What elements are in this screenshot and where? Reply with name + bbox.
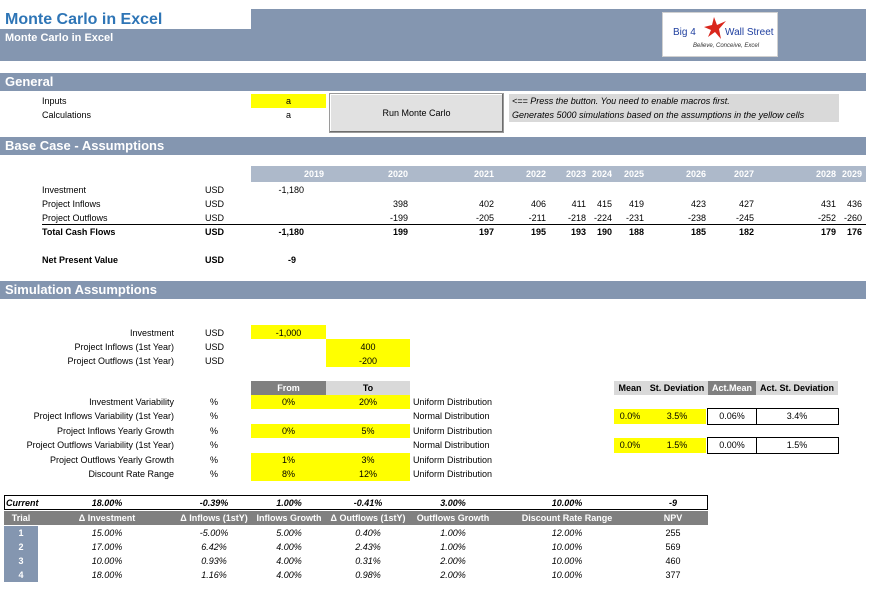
trial-value: 0.98% (355, 570, 381, 580)
year-header: 2028 (815, 169, 836, 179)
general-section-band (0, 73, 866, 91)
page-subtitle: Monte Carlo in Excel (5, 32, 114, 44)
base-row-value: 190 (596, 227, 612, 237)
base-row-unit: USD (205, 199, 225, 209)
base-row-value: 419 (628, 199, 644, 209)
logo-text-wallstreet: Wall Street (725, 27, 774, 38)
current-value: -0.41% (353, 498, 383, 508)
var-from: 1% (281, 455, 295, 465)
trial-value: 4.00% (276, 570, 302, 580)
trial-value: 4.00% (276, 556, 302, 566)
calculations-value: a (285, 110, 291, 120)
macro-note-line1: <== Press the button. You need to enable macros first. (512, 96, 730, 106)
trial-value: 15.00% (91, 528, 123, 538)
base-row-value: -205 (475, 213, 494, 223)
inflows-actmean: 0.06% (719, 411, 745, 421)
base-row-label: Project Inflows (42, 199, 101, 209)
sim-input-unit: USD (205, 356, 225, 366)
outflows-stdev: 1.5% (666, 440, 688, 450)
var-distribution: Uniform Distribution (413, 397, 493, 407)
current-value: 10.00% (551, 498, 583, 508)
year-header: 2024 (591, 169, 612, 179)
to-header: To (362, 383, 374, 393)
base-row-value: 182 (738, 227, 754, 237)
trial-value: 2.43% (355, 542, 381, 552)
npv-label: Net Present Value (42, 255, 119, 265)
trial-value: 12.00% (551, 528, 583, 538)
trial-header: Trial (11, 513, 31, 523)
current-value: -9 (668, 498, 677, 508)
current-value: 1.00% (276, 498, 302, 508)
var-to: 12% (358, 469, 377, 479)
var-label: Project Inflows Variability (1st Year) (33, 411, 174, 421)
trial-value: 0.93% (201, 556, 227, 566)
base-row-value: -1,180 (278, 185, 304, 195)
var-from: 8% (281, 469, 295, 479)
year-header: 2027 (733, 169, 754, 179)
stats-stdev-header: St. Deviation (649, 383, 705, 393)
base-row-value: -260 (843, 213, 862, 223)
sim-input-label: Investment (129, 328, 174, 338)
trial-value: 1.00% (440, 542, 466, 552)
var-distribution: Uniform Distribution (413, 455, 493, 465)
var-to: 3% (361, 455, 375, 465)
trial-value: 17.00% (91, 542, 123, 552)
current-value: -0.39% (199, 498, 229, 508)
sim-input-label: Project Outflows (1st Year) (67, 356, 174, 366)
trial-value: 5.00% (276, 528, 302, 538)
sim-section-band (0, 281, 866, 299)
base-row-value: -218 (567, 213, 586, 223)
year-header: 2022 (525, 169, 546, 179)
base-row-value: 197 (478, 227, 494, 237)
trial-number: 2 (18, 542, 24, 552)
base-row-unit: USD (205, 185, 225, 195)
var-unit: % (210, 411, 219, 421)
base-row-value: 406 (530, 199, 546, 209)
trial-value: 0.31% (355, 556, 381, 566)
npv-value: -9 (287, 255, 296, 265)
var-from: 0% (281, 426, 295, 436)
base-row-value: 398 (392, 199, 408, 209)
trial-value: 2.00% (440, 556, 466, 566)
trial-value: 10.00% (91, 556, 123, 566)
trial-value: 255 (665, 528, 681, 538)
inflows-actstdev: 3.4% (786, 411, 808, 421)
year-header: 2026 (685, 169, 706, 179)
trial-value: 10.00% (551, 556, 583, 566)
var-distribution: Normal Distribution (413, 440, 490, 450)
var-from: 0% (281, 397, 295, 407)
trial-value: 1.00% (440, 528, 466, 538)
base-row-value: -252 (817, 213, 836, 223)
base-row-unit: USD (205, 213, 225, 223)
trial-number: 4 (18, 570, 24, 580)
sim-input-unit: USD (205, 342, 225, 352)
base-row-value: -238 (687, 213, 706, 223)
inputs-value: a (285, 96, 291, 106)
var-distribution: Normal Distribution (413, 411, 490, 421)
base-row-value: 431 (820, 199, 836, 209)
base-row-value: 193 (570, 227, 586, 237)
trial-header: Δ Outflows (1stY) (330, 513, 406, 523)
page-title: Monte Carlo in Excel (5, 11, 163, 28)
year-header: 2019 (303, 169, 324, 179)
current-value: 18.00% (91, 498, 123, 508)
base-row-value: 188 (628, 227, 644, 237)
year-header: 2029 (841, 169, 862, 179)
outflows-actstdev: 1.5% (786, 440, 808, 450)
inflows-mean: 0.0% (619, 411, 641, 421)
trial-header: Outflows Growth (416, 513, 490, 523)
from-header: From (277, 383, 300, 393)
base-row-label: Investment (42, 185, 87, 195)
trial-value: 2.00% (440, 570, 466, 580)
base-row-value: -224 (593, 213, 612, 223)
stats-actstdev-header: Act. St. Deviation (759, 383, 834, 393)
sim-input-value: 400 (360, 342, 376, 352)
trial-value: 10.00% (551, 570, 583, 580)
trial-header: Discount Rate Range (521, 513, 613, 523)
sim-input-value: -200 (358, 356, 377, 366)
inflows-stdev: 3.5% (666, 411, 688, 421)
run-monte-carlo-label: Run Monte Carlo (382, 108, 451, 118)
var-to: 5% (361, 426, 375, 436)
stats-actmean-header: Act.Mean (711, 383, 752, 393)
inputs-label: Inputs (42, 96, 67, 106)
logo-text-big4: Big 4 (673, 27, 696, 38)
var-unit: % (210, 469, 219, 479)
logo-tagline: Believe, Conceive, Excel (693, 43, 760, 49)
trial-value: 460 (665, 556, 681, 566)
calculations-label: Calculations (42, 110, 92, 120)
trial-value: 10.00% (551, 542, 583, 552)
trial-header: Δ Inflows (1stY) (180, 513, 248, 523)
trial-header: NPV (663, 513, 683, 523)
trial-number: 1 (18, 528, 24, 538)
run-monte-carlo-button[interactable] (329, 93, 504, 133)
base-row-value: 195 (530, 227, 546, 237)
var-to: 20% (358, 397, 377, 407)
sim-input-unit: USD (205, 328, 225, 338)
total-divider-line (42, 224, 866, 225)
trial-value: 6.42% (201, 542, 227, 552)
base-row-value: 176 (846, 227, 862, 237)
base-row-value: 179 (820, 227, 836, 237)
trial-value: 18.00% (91, 570, 123, 580)
base-row-value: 199 (392, 227, 408, 237)
trial-header: Δ Investment (78, 513, 136, 523)
current-label: Current (6, 498, 39, 508)
var-label: Project Outflows Variability (1st Year) (26, 440, 174, 450)
company-logo (662, 12, 778, 57)
year-header: 2020 (387, 169, 408, 179)
trial-value: 4.00% (276, 542, 302, 552)
trial-header: Inflows Growth (256, 513, 322, 523)
npv-unit: USD (205, 255, 225, 265)
trial-value: 377 (665, 570, 681, 580)
trial-value: 1.16% (201, 570, 227, 580)
base-row-value: 411 (571, 199, 586, 209)
general-section-title: General (5, 74, 54, 89)
sim-input-label: Project Inflows (1st Year) (74, 342, 174, 352)
outflows-mean: 0.0% (619, 440, 641, 450)
var-label: Project Inflows Yearly Growth (56, 426, 174, 436)
base-row-value: -199 (389, 213, 408, 223)
sim-section-title: Simulation Assumptions (5, 282, 157, 297)
var-distribution: Uniform Distribution (413, 469, 493, 479)
base-row-value: 185 (690, 227, 706, 237)
year-header: 2023 (565, 169, 586, 179)
stats-mean-header: Mean (618, 383, 642, 393)
base-row-value: 423 (690, 199, 706, 209)
base-row-unit: USD (205, 227, 225, 237)
base-row-value: -245 (735, 213, 754, 223)
var-unit: % (210, 440, 219, 450)
year-header: 2025 (623, 169, 644, 179)
trial-number: 3 (18, 556, 24, 566)
var-unit: % (210, 455, 219, 465)
base-row-value: 436 (846, 199, 862, 209)
current-value: 3.00% (440, 498, 466, 508)
var-label: Investment Variability (89, 397, 174, 407)
base-row-value: -1,180 (278, 227, 304, 237)
base-row-value: 427 (738, 199, 754, 209)
base-row-value: -231 (625, 213, 644, 223)
macro-note-line2: Generates 5000 simulations based on the assumptions in the yellow cells (512, 110, 805, 120)
sim-input-value: -1,000 (275, 328, 302, 338)
var-unit: % (210, 426, 219, 436)
var-label: Discount Rate Range (88, 469, 174, 479)
base-row-value: -211 (528, 213, 546, 223)
var-label: Project Outflows Yearly Growth (49, 455, 174, 465)
var-unit: % (210, 397, 219, 407)
base-case-section-title: Base Case - Assumptions (5, 138, 165, 153)
base-row-label: Total Cash Flows (42, 227, 116, 237)
trial-value: -5.00% (199, 528, 229, 538)
year-header: 2021 (473, 169, 494, 179)
trial-value: 569 (665, 542, 681, 552)
base-row-label: Project Outflows (42, 213, 108, 223)
outflows-actmean: 0.00% (719, 440, 745, 450)
trial-value: 0.40% (355, 528, 381, 538)
base-row-value: 402 (478, 199, 494, 209)
var-distribution: Uniform Distribution (413, 426, 493, 436)
base-row-value: 415 (596, 199, 612, 209)
base-case-section-band (0, 137, 866, 155)
